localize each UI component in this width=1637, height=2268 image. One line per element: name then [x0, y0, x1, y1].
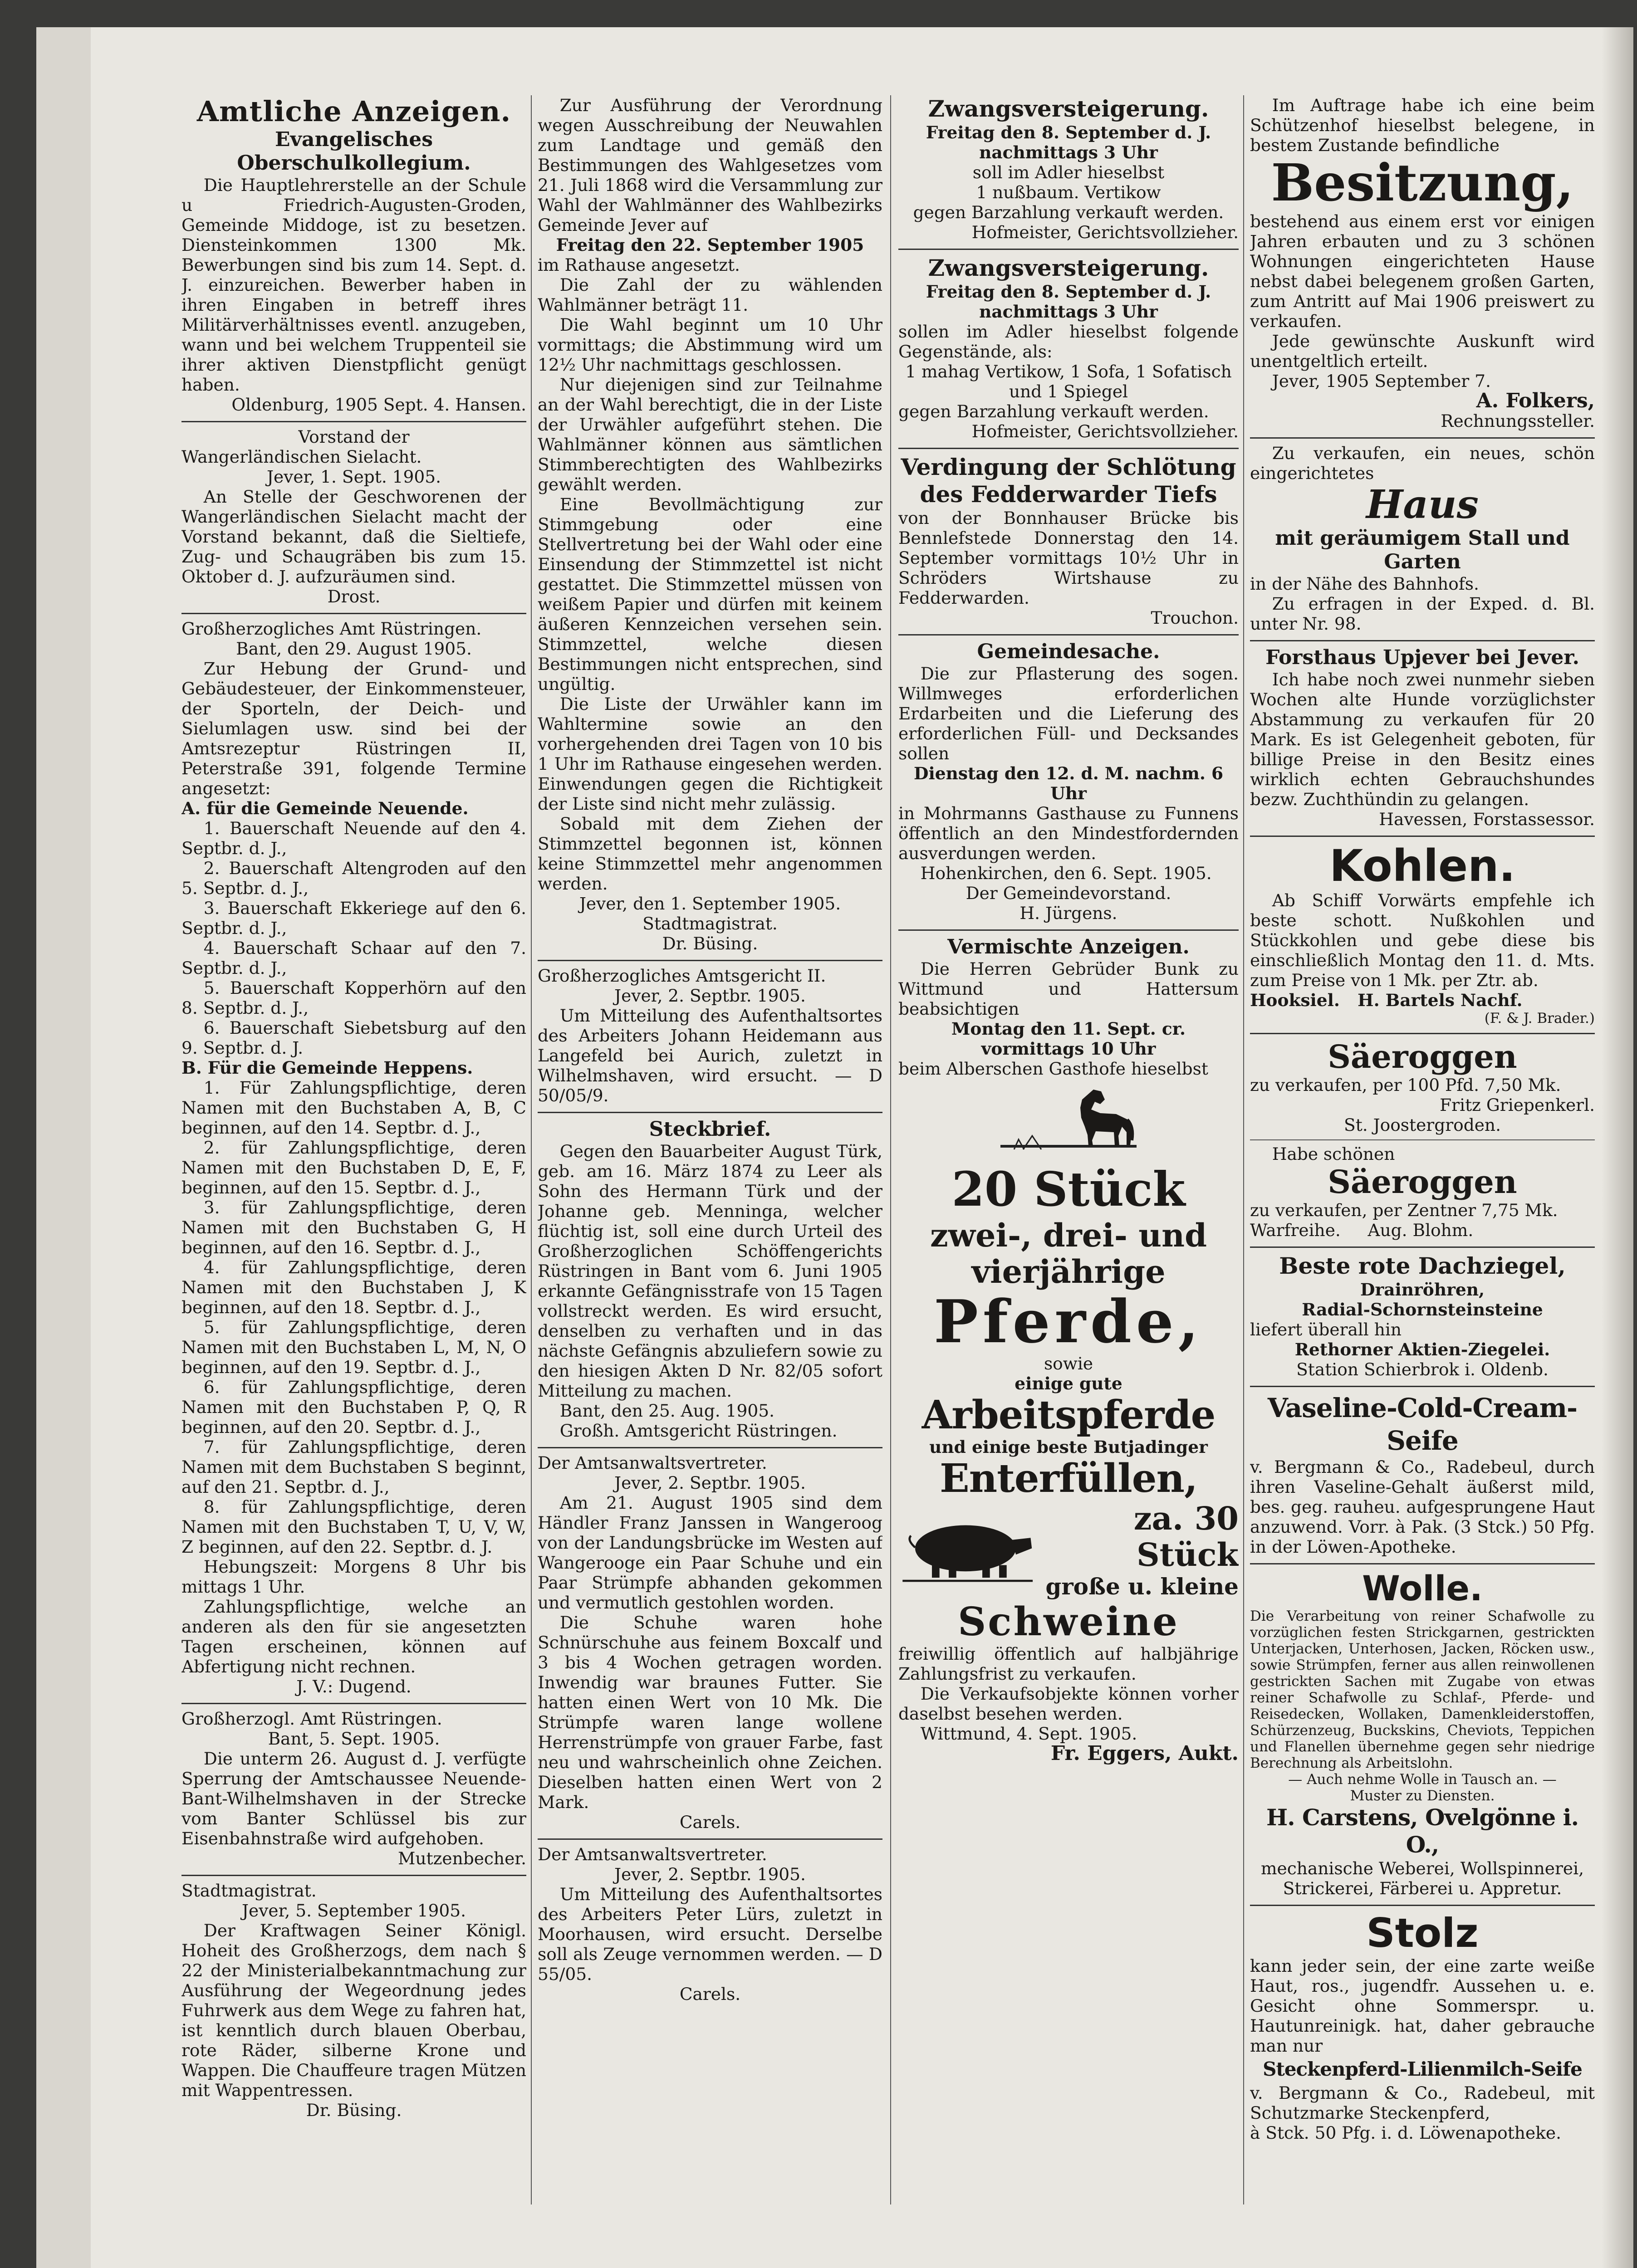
list-item: 4. für Zahlungspflichtige, deren Namen mit den Buchstaben J, K beginnen, auf den 18. Septbr. d. J.,: [181, 1257, 526, 1317]
ad-headline: Säeroggen: [1328, 1038, 1517, 1075]
ad-headline: Säeroggen: [1328, 1163, 1517, 1201]
ad-text: Zu erfragen in der Exped. d. Bl. unter Nr. 98.: [1250, 594, 1595, 634]
list-item: 1. Für Zahlungspflichtige, deren Namen mit den Buchstaben A, B, C beginnen, auf den 14. Septbr. d. J.,: [181, 1078, 526, 1138]
notice-heading: Großherzogl. Amt Rüstringen.: [181, 1709, 442, 1729]
ad-text: Die Herren Gebrüder Bunk zu Wittmund und Hattersum beabsichtigen: [898, 959, 1239, 1019]
column-1: [181, 95, 526, 2204]
notice-signature: Drost.: [327, 587, 381, 606]
divider: [898, 634, 1239, 635]
ad-text: kann jeder sein, der eine zarte weiße Haut, ros., jugendfr. Aussehen u. e. Gesicht ohne Sommerspr. u. Hautunreinigk. hat, daher gebrauche man nur: [1250, 1956, 1595, 2056]
ad-text: einige gute: [1015, 1374, 1122, 1393]
divider: [1250, 1246, 1595, 1248]
notice-signature: J. V.: Dugend.: [296, 1677, 412, 1696]
ad-headline: Kohlen.: [1329, 841, 1515, 891]
notice-text: Nur diejenigen sind zur Teilnahme an der Wahl berechtigt, die in der Liste der Urwähler aufgeführt stehen. Die Wahlmänner können aus sämtlichen Stimmberechtigten des Wahlbezirks gewählt werden.: [538, 375, 882, 494]
ad-date: Jever, 1905 September 7.: [1272, 371, 1491, 391]
divider: [1250, 1033, 1595, 1034]
divider: [1250, 1905, 1595, 1906]
notice-date: Jever, 1. Sept. 1905.: [266, 467, 441, 487]
notice-date: Bant, den 29. August 1905.: [236, 639, 472, 659]
divider: [538, 960, 882, 961]
divider: [898, 448, 1239, 449]
ad-text: sollen im Adler hieselbst folgende Gegenstände, als:: [898, 322, 1239, 362]
notice-date: Freitag den 22. September 1905: [556, 235, 864, 255]
ad-signature: Hofmeister, Gerichtsvollzieher.: [971, 421, 1239, 441]
notice-signature: Dr. Büsing.: [662, 934, 758, 953]
ad-headline: Besitzung,: [1271, 153, 1574, 213]
notice-text: Hebungszeit: Morgens 8 Uhr bis mittags 1 Uhr.: [181, 1557, 526, 1597]
ad-text: Zu verkaufen, ein neues, schön eingerichtetes: [1250, 443, 1595, 483]
notice-heading: Der Amtsanwaltsvertreter.: [538, 1844, 767, 1864]
ad-date: Montag den 11. Sept. cr. vormittags 10 Uhr: [951, 1019, 1186, 1059]
ad-signature: Fr. Eggers, Aukt.: [1050, 1742, 1239, 1765]
ad-text: v. Bergmann & Co., Radebeul, durch ihren Vaseline-Gehalt äußerst mild, bes. geg. rauheu. aufgesprungene Haut anzuwend. Vorr. à Pak. (3 Stck.) 50 Pfg. in der Löwen-Apotheke.: [1250, 1457, 1595, 1557]
divider: [898, 929, 1239, 931]
list-item: 3. Bauerschaft Ekkeriege auf den 6. Septbr. d. J.,: [181, 898, 526, 938]
ad-place: [1250, 990, 1595, 1010]
notice-text: Zur Ausführung der Verordnung wegen Ausschreibung der Neuwahlen zum Landtage und gemäß den Bestimmungen des Wahlgesetzes vom 21. Juli 1868 wird die Versammlung zur Wahl der Wahlmänner des Wahlbezirks Gemeinde Jever auf: [538, 95, 882, 235]
list-item: 2. Bauerschaft Altengroden auf den 5. Septbr. d. J.,: [181, 858, 526, 898]
notice-heading: Vorstand der: [298, 427, 410, 447]
ad-place: [1250, 1220, 1595, 1240]
list-item: 2. für Zahlungspflichtige, deren Namen mit den Buchstaben D, E, F, beginnen, auf den 15. Septbr. d. J.,: [181, 1138, 526, 1198]
notice-text: Die Zahl der zu wählenden Wahlmänner beträgt 11.: [538, 275, 882, 315]
ad-text: Die Verkaufsobjekte können vorher daselbst besehen werden.: [898, 1684, 1239, 1724]
ad-signature: Trouchon.: [1151, 608, 1239, 628]
notice-signature: Carels.: [679, 1984, 741, 2004]
notice-signature: Mutzenbecher.: [398, 1848, 526, 1868]
notice-text: Zur Hebung der Grund- und Gebäudesteuer, der Einkommensteuer, der Sporteln, der Deich- und Sielumlagen usw. sind bei der Amtsrezeptur Rüstringen II, Peterstraße 391, folgende Termine angesetzt:: [181, 659, 526, 798]
ad-headline: Wolle.: [1362, 1568, 1483, 1608]
notice-heading: Steckbrief.: [649, 1118, 771, 1141]
column-rule: [531, 95, 532, 2204]
ad-text: bestehend aus einem erst vor einigen Jahren erbauten und zu 3 schönen Wohnungen eingerichteten Hause nebst dabei belegenem großen Garten, zum Antritt auf Mai 1906 preiswert zu verkaufen.: [1250, 211, 1595, 331]
ad-brand: Steckenpferd-Lilienmilch-Seife: [1263, 2058, 1582, 2080]
ad-signature: Havessen, Forstassessor.: [1379, 809, 1595, 829]
ad-text: Habe schönen: [1272, 1144, 1395, 1164]
ad-signature: A. Folkers,: [1476, 389, 1595, 412]
ad-text: 1 mahag Vertikow, 1 Sofa, 1 Sofatisch und 1 Spiegel: [905, 362, 1232, 401]
binding-shadow: [1602, 27, 1633, 2268]
notice-heading: Der Amtsanwaltsvertreter.: [538, 1453, 767, 1473]
ad-note: — Auch nehme Wolle in Tausch an. —: [1288, 1771, 1557, 1788]
ad-date: Wittmund, 4. Sept. 1905.: [920, 1724, 1137, 1744]
list-item: 5. für Zahlungspflichtige, deren Namen mit den Buchstaben L, M, N, O beginnen, auf den 19. Septbr. d. J.,: [181, 1317, 526, 1377]
notice-heading: Evangelisches Oberschulkollegium.: [237, 128, 471, 175]
divider: [1250, 437, 1595, 439]
divider: [538, 1838, 882, 1840]
ad-signature: H. Jürgens.: [1019, 903, 1117, 923]
notice-heading: Großherzogliches Amtsgericht II.: [538, 966, 826, 986]
section-title: Vermischte Anzeigen.: [947, 935, 1190, 958]
notice-text: Die Hauptlehrerstelle an der Schule u Friedrich-Augusten-Groden, Gemeinde Middoge, ist zu besetzen. Diensteinkommen 1300 Mk. Bewerbungen sind bis zum 14. Sept. d. J. einzureichen. Bewerber haben in ihren Eingaben in betreff ihres Militärverhältnisses eventl. anzugeben, wann und bei welchem Truppenteil sie ihrer aktiven Dienstpflicht genügt haben.: [181, 175, 526, 395]
ad-date: Freitag den 8. September d. J. nachmittags 3 Uhr: [926, 122, 1211, 162]
ad-headline: Stolz: [1366, 1910, 1479, 1956]
divider: [538, 1112, 882, 1113]
column-3: [898, 95, 1239, 2204]
pig-illustration: [898, 1512, 1037, 1589]
notice-text: Gegen den Bauarbeiter August Türk, geb. am 16. März 1874 zu Leer als Sohn des Hermann Türk und der Johanne geb. Menninga, welcher flüchtig ist, soll eine durch Urteil des Großherzoglichen Schöffengerichts Rüstringen in Bant vom 6. Juni 1905 erkannte Gefängnisstrafe von 15 Tagen vollstreckt werden. Es wird ersucht, denselben zu verhaften und in das nächste Gefängnis abzuliefern sowie zu den hiesigen Akten D Nr. 82/05 sofort Mitteilung zu machen.: [538, 1141, 882, 1401]
ad-text: Ich habe noch zwei nunmehr sieben Wochen alte Hunde vorzüglichster Abstammung zu verkaufen für 20 Mark. Es ist Gelegenheit geboten, für billige Preise in den Besitz eines wirklich echten Gebrauchshundes bezw. Zuchthündin zu gelangen.: [1250, 670, 1595, 809]
notice-signature: Carels.: [679, 1812, 741, 1832]
ad-subheadline: mit geräumigem Stall und Garten: [1275, 527, 1570, 573]
notice-text: Sobald mit dem Ziehen der Stimmzettel begonnen ist, können keine Stimmzettel mehr angenommen werden.: [538, 814, 882, 894]
ad-text: freiwillig öffentlich auf halbjährige Zahlungsfrist zu verkaufen.: [898, 1644, 1239, 1684]
ad-text: Station Schierbrok i. Oldenb.: [1296, 1359, 1549, 1379]
list-item: 6. Bauerschaft Siebetsburg auf den 9. Septbr. d. J.: [181, 1018, 526, 1058]
list-item: 8. für Zahlungspflichtige, deren Namen mit den Buchstaben T, U, V, W, Z beginnen, auf den 22. Septbr. d. J.: [181, 1497, 526, 1557]
divider: [1250, 640, 1595, 641]
ad-heading: Gemeindesache.: [977, 640, 1160, 663]
notice-text: Die Schuhe waren hohe Schnürschuhe aus feinem Boxcalf und 3 bis 4 Wochen getragen worden. Inwendig war braunes Futter. Sie hatten einen Wert von 10 Mk. Die Strümpfe waren lange wollene Herrenstrümpfe von grauer Farbe, fast neu und wahrscheinlich ohne Zeichen. Dieselben hatten einen Wert von 2 Mark.: [538, 1613, 882, 1812]
divider: [898, 249, 1239, 250]
notice-signature: Dr. Büsing.: [306, 2100, 402, 2120]
ad-signature: Aug. Blohm.: [1367, 1220, 1474, 1240]
ad-text: große u. kleine: [1045, 1573, 1239, 1600]
ad-date: Dienstag den 12. d. M. nachm. 6 Uhr: [913, 763, 1224, 803]
ad-org: Der Gemeindevorstand.: [966, 883, 1171, 903]
notice-heading: Stadtmagistrat.: [181, 1881, 317, 1901]
ad-date: Freitag den 8. September d. J. nachmittags 3 Uhr: [926, 282, 1211, 322]
ad-headline: zwei-, drei- und vierjährige: [930, 1217, 1207, 1290]
ad-text: sowie: [1044, 1354, 1093, 1374]
notice-text: Eine Bevollmächtigung zur Stimmgebung oder eine Stellvertretung bei der Wahl oder eine Einsendung der Stimmzettel ist nicht gestattet. Die Stimmzettel müssen von weißem Papier und dürfen mit keinem äußeren Kennzeichen versehen sein. Stimmzettel, welche diesen Bestimmungen nicht entsprechen, sind ungültig.: [538, 494, 882, 694]
divider: [1250, 1563, 1595, 1564]
divider: [538, 1447, 882, 1448]
ad-text: à Stck. 50 Pfg. i. d. Löwenapotheke.: [1250, 2123, 1561, 2143]
ad-text: und einige beste Butjadinger: [929, 1437, 1208, 1457]
notice-text: Zahlungspflichtige, welche an anderen als den für sie angesetzten Tagen erscheinen, können auf Abfertigung nicht rechnen.: [181, 1597, 526, 1677]
ad-text: Ab Schiff Vorwärts empfehle ich beste schott. Nußkohlen und Stückkohlen und gebe diese bis einschließlich Montag den 11. d. Mts. zum Preise von 1 Mk. per Ztr. ab.: [1250, 890, 1595, 990]
ad-signature-sub: (F. & J. Brader.): [1484, 1010, 1595, 1026]
list-item: 4. Bauerschaft Schaar auf den 7. Septbr. d. J.,: [181, 938, 526, 978]
notice-text: An Stelle der Geschworenen der Wangerländischen Sielacht macht der Vorstand bekannt, daß die Sieltiefe, Zug- und Schaugräben bis zum 15. Oktober d. J. aufzuräumen sind.: [181, 487, 526, 587]
ad-count: 20 Stück: [951, 1161, 1186, 1217]
notice-date: Jever, 2. Septbr. 1905.: [614, 1864, 806, 1884]
ad-text: gegen Barzahlung verkauft werden.: [898, 401, 1209, 421]
ad-headline: Enterfüllen,: [940, 1456, 1197, 1501]
divider: [181, 1703, 526, 1704]
notice-subheading: B. Für die Gemeinde Heppens.: [181, 1058, 473, 1078]
ad-heading: Verdingung der Schlötung des Fedderwarder Tiefs: [901, 454, 1236, 508]
notice-date: Jever, den 1. September 1905.: [579, 894, 841, 914]
notice-signature: Großh. Amtsgericht Rüstringen.: [559, 1421, 838, 1441]
notice-date: Bant, den 25. Aug. 1905.: [559, 1401, 774, 1421]
ad-signature-title: Rechnungssteller.: [1441, 411, 1595, 431]
ad-headline: Schweine: [958, 1599, 1179, 1645]
ad-text: zu verkaufen, per 100 Pfd. 7,50 Mk.: [1250, 1075, 1561, 1095]
pig-row: [898, 1501, 1239, 1600]
newspaper-page: [91, 27, 1633, 2268]
ad-text: soll im Adler hieselbst 1 nußbaum. Vertikow gegen Barzahlung verkauft werden.: [913, 162, 1224, 222]
divider: [181, 613, 526, 614]
notice-org: Stadtmagistrat.: [642, 914, 778, 934]
ad-text: zu verkaufen, per Zentner 7,75 Mk.: [1250, 1200, 1558, 1220]
ad-text: beim Alberschen Gasthofe hieselbst: [898, 1059, 1208, 1079]
ad-heading: Zwangsversteigerung.: [928, 254, 1209, 281]
horse-illustration: [898, 1081, 1239, 1158]
notice-text: Die Wahl beginnt um 10 Uhr vormittags; die Abstimmung wird um 12½ Uhr nachmittags geschlossen.: [538, 315, 882, 375]
ad-text: v. Bergmann & Co., Radebeul, mit Schutzmarke Steckenpferd,: [1250, 2083, 1595, 2123]
divider: [1250, 836, 1595, 837]
ad-heading: Zwangsversteigerung.: [928, 95, 1209, 122]
notice-heading: Großherzogliches Amt Rüstringen.: [181, 619, 482, 639]
ad-subheadline: Drainröhren,: [1360, 1280, 1485, 1300]
notice-date: Bant, 5. Sept. 1905.: [268, 1729, 440, 1749]
ad-text: liefert überall hin: [1250, 1320, 1402, 1339]
ad-firm: Rethorner Aktien-Ziegelei.: [1294, 1339, 1550, 1359]
list-item: 5. Bauerschaft Kopperhörn auf den 8. Septbr. d. J.,: [181, 978, 526, 1018]
divider: [1250, 1386, 1595, 1387]
column-2: [538, 95, 882, 2204]
divider: [181, 1875, 526, 1876]
column-4: [1250, 95, 1595, 2204]
ad-signature: Hofmeister, Gerichtsvollzieher.: [971, 222, 1239, 242]
ad-headline: Beste rote Dachziegel,: [1279, 1252, 1566, 1279]
ad-text: mechanische Weberei, Wollspinnerei, Strickerei, Färberei u. Appretur.: [1260, 1858, 1584, 1898]
divider: [1250, 1139, 1595, 1140]
notice-text: Der Kraftwagen Seiner Königl. Hoheit des Großherzogs, dem nach § 22 der Ministerialbekanntmachung zur Ausführung der Wegeordnung jedes Fuhrwerk aus dem Wege zu fahren hat, ist kenntlich durch blauen Oberbau, rote Räder, silberne Krone und Wappen. Die Chauffeure tragen Mützen mit Wappentressen.: [181, 1921, 526, 2100]
ad-place: Hohenkirchen, den 6. Sept. 1905.: [920, 863, 1212, 883]
ad-heading: Forsthaus Upjever bei Jever.: [1265, 646, 1579, 669]
ad-count: za. 30 Stück: [1133, 1500, 1239, 1574]
ad-subheadline: Radial-Schornsteinsteine: [1302, 1300, 1543, 1320]
notice-text: im Rathause angesetzt.: [538, 255, 740, 275]
divider: [181, 421, 526, 422]
ad-place-name: Warfreihe.: [1250, 1220, 1341, 1240]
notice-text: Die Liste der Urwähler kann im Wahltermine sowie an den vorhergehenden drei Tagen von 10 bis 1 Uhr im Rathause eingesehen werden. Einwendungen gegen die Richtigkeit der Liste sind nicht mehr zulässig.: [538, 694, 882, 814]
list-item: 6. für Zahlungspflichtige, deren Namen mit den Buchstaben P, Q, R beginnen, auf den 20. Septbr. d. J.,: [181, 1377, 526, 1437]
notice-text: Am 21. August 1905 sind dem Händler Franz Janssen in Wangeroog von der Landungsbrücke im Westen auf Wangerooge ein Paar Schuhe und ein Paar Strümpfe abhanden gekommen und vermutlich gestohlen worden.: [538, 1493, 882, 1613]
ad-note: Muster zu Diensten.: [1350, 1788, 1495, 1804]
notice-text: Um Mitteilung des Aufenthaltsortes des Arbeiters Johann Heidemann aus Langefeld bei Aurich, zuletzt in Wilhelmshaven, wird ersucht. — D 50/05/9.: [538, 1006, 882, 1105]
ad-signature: Fritz Griepenkerl.: [1440, 1095, 1595, 1115]
notice-date: Jever, 2. Septbr. 1905.: [614, 1473, 806, 1493]
notice-heading: Wangerländischen Sielacht.: [181, 447, 422, 467]
ad-text: von der Bonnhauser Brücke bis Bennlefstede Donnerstag den 14. September vormittags 10½ Uhr in Schröders Wirtshause zu Fedderwarden.: [898, 508, 1239, 608]
section-title: Amtliche Anzeigen.: [196, 95, 511, 128]
ad-text: in Mohrmanns Gasthause zu Funnens öffentlich an den Mindestfordernden ausverdungen werden.: [898, 803, 1239, 863]
ad-signature: H. Bartels Nachf.: [1358, 990, 1523, 1010]
notice-date: Jever, 5. September 1905.: [241, 1901, 466, 1921]
notice-text: Die unterm 26. August d. J. verfügte Sperrung der Amtschaussee Neuende-Bant-Wilhelmshaven in der Strecke vom Banter Schlüssel bis zur Eisenbahnstraße wird aufgehoben.: [181, 1749, 526, 1848]
notice-subheading: A. für die Gemeinde Neuende.: [181, 798, 469, 818]
ad-place: St. Joostergroden.: [1344, 1115, 1501, 1135]
list-item: 3. für Zahlungspflichtige, deren Namen mit den Buchstaben G, H beginnen, auf den 16. Septbr. d. J.,: [181, 1198, 526, 1257]
column-rule: [890, 95, 891, 2204]
ad-headline: Vaseline-Cold-Cream-Seife: [1267, 1393, 1578, 1456]
ad-text: Im Auftrage habe ich eine beim Schützenhof hieselbst belegene, in bestem Zustande befindliche: [1250, 95, 1595, 155]
ad-headline: Pferde,: [934, 1287, 1203, 1356]
list-item: 1. Bauerschaft Neuende auf den 4. Septbr. d. J.,: [181, 818, 526, 858]
ad-text: in der Nähe des Bahnhofs.: [1250, 574, 1479, 594]
ad-place-name: Hooksiel.: [1250, 990, 1340, 1010]
ad-headline: Arbeitspferde: [921, 1392, 1215, 1438]
ad-text: Die Verarbeitung von reiner Schafwolle zu vorzüglichen festen Strickgarnen, gestrickten Unterjacken, Unterhosen, Jacken, Röcken usw., sowie Strümpfen, ferner aus allen reinwollenen gestrickten Sachen mit Zugabe von etwas reiner Schafwolle zu Schlaf-, Pferde- und Reisedecken, Wollaken, Damenkleiderstoffen, Schürzenzeug, Buckskins, Cheviots, Teppichen und Flanellen übernehme gegen sehr niedrige Berechnung als Arbeitslohn.: [1250, 1608, 1595, 1771]
notice-text: Um Mitteilung des Aufenthaltsortes des Arbeiters Peter Lürs, zuletzt in Moorhausen, wird ersucht. Derselbe soll als Zeuge vernommen werden. — D 55/05.: [538, 1884, 882, 1984]
notice-signature: Oldenburg, 1905 Sept. 4. Hansen.: [231, 395, 526, 415]
ad-text: Die zur Pflasterung des sogen. Willmweges erforderlichen Erdarbeiten und die Lieferung des erforderlichen Füll- und Decksandes sollen: [898, 664, 1239, 763]
notice-date: Jever, 2. Septbr. 1905.: [614, 986, 806, 1006]
ad-text: Jede gewünschte Auskunft wird unentgeltlich erteilt.: [1250, 331, 1595, 371]
ad-firm: H. Carstens, Ovelgönne i. O.,: [1266, 1804, 1578, 1858]
column-rule: [1243, 95, 1244, 2204]
ad-headline: Haus: [1366, 482, 1479, 528]
list-item: 7. für Zahlungspflichtige, deren Namen mit dem Buchstaben S beginnt, auf den 21. Septbr. d. J.,: [181, 1437, 526, 1497]
